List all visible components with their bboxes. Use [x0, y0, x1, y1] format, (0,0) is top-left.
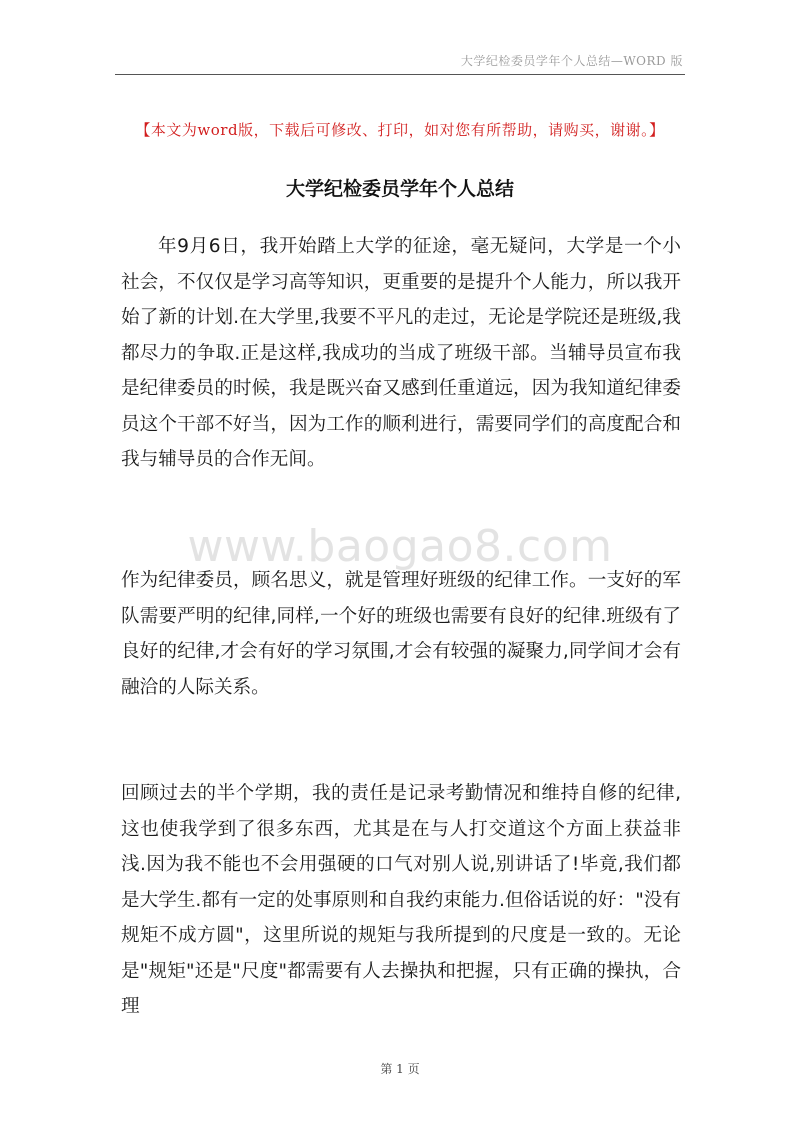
body-paragraph-2: 作为纪律委员，顾名思义，就是管理好班级的纪律工作。一支好的军队需要严明的纪律,同样,一个好的班级也需要有良好的纪律.班级有了良好的纪律,才会有好的学习氛围,才会有较强的凝聚力,同学间才会有融洽的人际关系。 [121, 570, 681, 698]
running-header: 大学纪检委员学年个人总结—WORD 版 [460, 54, 683, 68]
watermark: www.baogao8.com [187, 521, 613, 572]
page-number: 第 1 页 [380, 1062, 420, 1076]
body-paragraph-1: 年9月6日，我开始踏上大学的征途，毫无疑问，大学是一个小社会，不仅仅是学习高等知识，更重要的是提升个人能力，所以我开始了新的计划.在大学里,我要不平凡的走过，无论是学院还是班级,我都尽力的争取.正是这样,我成功的当成了班级干部。当辅导员宣布我是纪律委员的时候，我是既兴奋又感到任重道远，因为我知道纪律委员这个干部不好当，因为工作的顺利进行，需要同学们的高度配合和我与辅导员的合作无间。 [121, 236, 681, 470]
document-title: 大学纪检委员学年个人总结 [285, 178, 514, 200]
header-divider [115, 74, 685, 75]
body-paragraph-3: 回顾过去的半个学期，我的责任是记录考勤情况和维持自修的纪律,这也使我学到了很多东西，尤其是在与人打交道这个方面上获益非浅.因为我不能也不会用强硬的口气对别人说,别讲话了!毕竟,我们都是大学生.都有一定的处事原则和自我约束能力.但俗话说的好："没有规矩不成方圆"，这里所说的规矩与我所提到的尺度是一致的。无论是"规矩"还是"尺度"都需要有人去操执和把握，只有正确的操执，合理 [121, 783, 681, 1017]
purchase-notice: 【本文为word版，下载后可修改、打印，如对您有所帮助，请购买，谢谢。】 [135, 121, 665, 139]
